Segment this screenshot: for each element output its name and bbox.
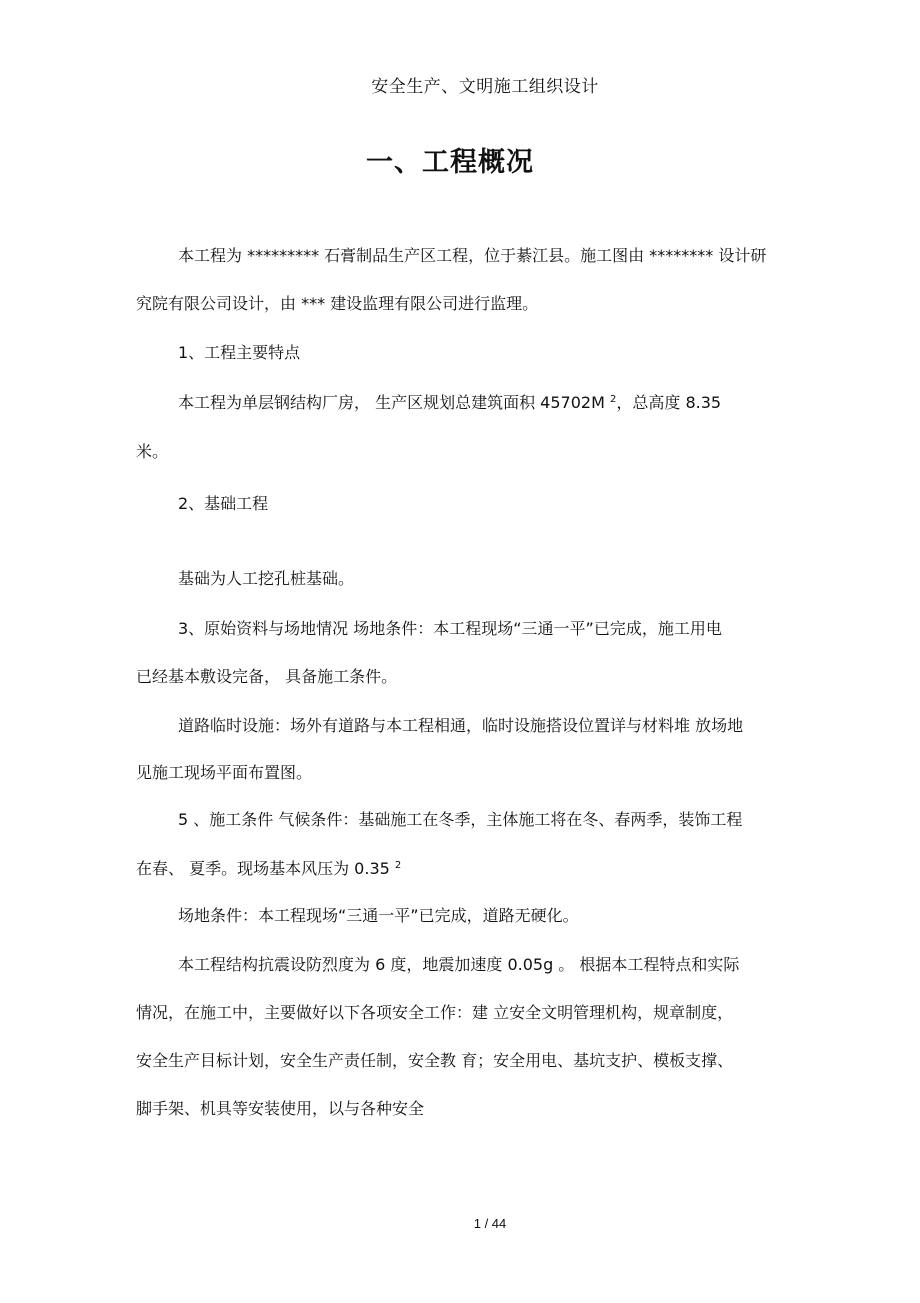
paragraph-line: 已经基本敷设完备， 具备施工条件。 bbox=[136, 667, 398, 686]
paragraph-line: 米。 bbox=[136, 442, 169, 461]
paragraph-line: 本工程结构抗震设防烈度为 6 度，地震加速度 0.05g 。 根据本工程特点和实际 bbox=[178, 955, 740, 974]
section-heading: 一、工程概况 bbox=[366, 147, 534, 178]
page-number: 1 / 44 bbox=[473, 1216, 507, 1231]
subheading-foundation: 2、基础工程 bbox=[178, 494, 269, 513]
paragraph-line bbox=[136, 859, 401, 879]
paragraph-line: 5 、施工条件 气候条件：基础施工在冬季，主体施工将在冬、春两季，装饰工程 bbox=[178, 810, 743, 829]
line-text: 在春、 夏季。现场基本风压为 0.35 bbox=[136, 859, 390, 878]
document-title: 安全生产、文明施工组织设计 bbox=[371, 77, 599, 97]
paragraph-line: 3、原始资料与场地情况 场地条件：本工程现场“三通一平”已完成，施工用电 bbox=[178, 619, 722, 638]
paragraph-line bbox=[178, 393, 721, 413]
superscript: 2 bbox=[394, 860, 402, 871]
paragraph-line: 本工程为 ********* 石膏制品生产区工程，位于綦江县。施工图由 ******** 设计研 bbox=[178, 246, 767, 265]
paragraph-line: 基础为人工挖孔桩基础。 bbox=[178, 569, 355, 588]
paragraph-line: 究院有限公司设计，由 *** 建设监理有限公司进行监理。 bbox=[136, 294, 539, 313]
paragraph-line: 道路临时设施：场外有道路与本工程相通，临时设施搭设位置详与材料堆 放场地 bbox=[178, 716, 744, 735]
line-text: 本工程为单层钢结构厂房， 生产区规划总建筑面积 45702M bbox=[178, 393, 605, 412]
paragraph-line: 场地条件：本工程现场“三通一平”已完成，道路无硬化。 bbox=[178, 906, 579, 925]
paragraph-line: 安全生产目标计划，安全生产责任制，安全教 育；安全用电、基坑支护、模板支撑、 bbox=[136, 1051, 734, 1070]
paragraph-line: 脚手架、机具等安装使用，以与各种安全 bbox=[136, 1099, 425, 1118]
line-text: ，总高度 8.35 bbox=[616, 393, 722, 412]
paragraph-line: 情况，在施工中，主要做好以下各项安全工作：建 立安全文明管理机构，规章制度， bbox=[136, 1003, 734, 1022]
subheading-main-features: 1、工程主要特点 bbox=[178, 343, 301, 362]
superscript: 2 bbox=[609, 394, 617, 405]
paragraph-line: 见施工现场平面布置图。 bbox=[136, 763, 313, 782]
